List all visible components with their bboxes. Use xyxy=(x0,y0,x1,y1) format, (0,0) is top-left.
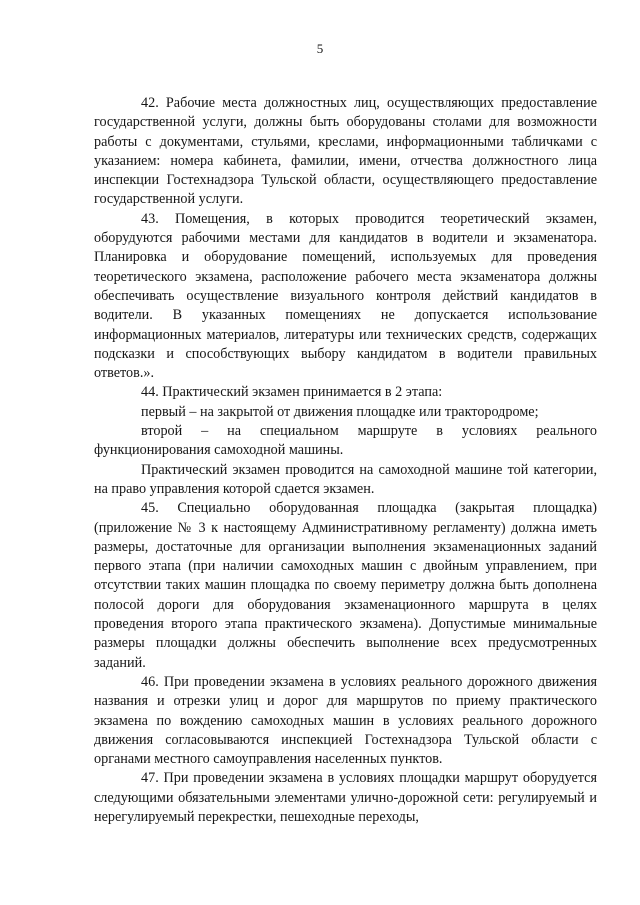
paragraph-47: 47. При проведении экзамена в условиях площадки маршрут оборудуется следующими обязательными элементами улично-дорожной сети: регулируемый и нерегулируемый перекрестки, пешеходные переходы, xyxy=(94,770,597,825)
paragraph-45: 45. Специально оборудованная площадка (закрытая площадка) (приложение № 3 к настоящему Административному регламенту) должна иметь размеры, достаточные для организации выполнения экзаменационных заданий первого этапа (при наличии самоходных машин с двойным управлением, при отсутствии таких машин площадка по своему периметру должна быть дополнена полосой дороги для оборудования экзаменационного маршрута в целях проведения второго этапа практического экзамена). Допустимые минимальные размеры площадки должны обеспечить выполнение всех предусмотренных заданий. xyxy=(94,500,597,671)
document-body xyxy=(94,94,597,827)
stage-one-line: первый – на закрытой от движения площадке или трактородроме; xyxy=(141,403,539,420)
paragraph-42: 42. Рабочие места должностных лиц, осуществляющих предоставление государственной услуги, должны быть оборудованы столами для возможности работы с документами, стульями, креслами, информационными табличками с указанием: номера кабинета, фамилии, имени, отчества должностного лица инспекции Гостехнадзора Тульской области, осуществляющего предоставление государственной услуги. xyxy=(94,95,597,208)
stage-two-line: второй – на специальном маршруте в условиях реального функционирования самоходной машины. xyxy=(94,423,597,459)
paragraph-46: 46. При проведении экзамена в условиях реального дорожного движения названия и отрезки улиц и дорог для маршрутов по приему практического экзамена по вождению самоходных машин в условиях реального дорожного движения согласовываются инспекцией Гостехнадзора Тульской области с органами местного самоуправления населенных пунктов. xyxy=(94,673,597,768)
practical-exam-paragraph: Практический экзамен проводится на самоходной машине той категории, на право управления которой сдается экзамен. xyxy=(94,461,597,497)
page-number: 5 xyxy=(316,41,324,56)
paragraph-43: 43. Помещения, в которых проводится теоретический экзамен, оборудуются рабочими местами для кандидатов в водители и экзаменатора. Планировка и оборудование помещений, используемых для проведения теоретического экзамена, расположение рабочего места экзаменатора должны обеспечивать осуществление визуального контроля действий кандидатов в водители. В указанных помещениях не допускается использование информационных материалов, литературы или технических средств, содержащих подсказки и способствующих выбору кандидатом в водители правильных ответов.». xyxy=(94,210,597,382)
paragraph-44: 44. Практический экзамен принимается в 2 этапа: xyxy=(141,384,443,401)
